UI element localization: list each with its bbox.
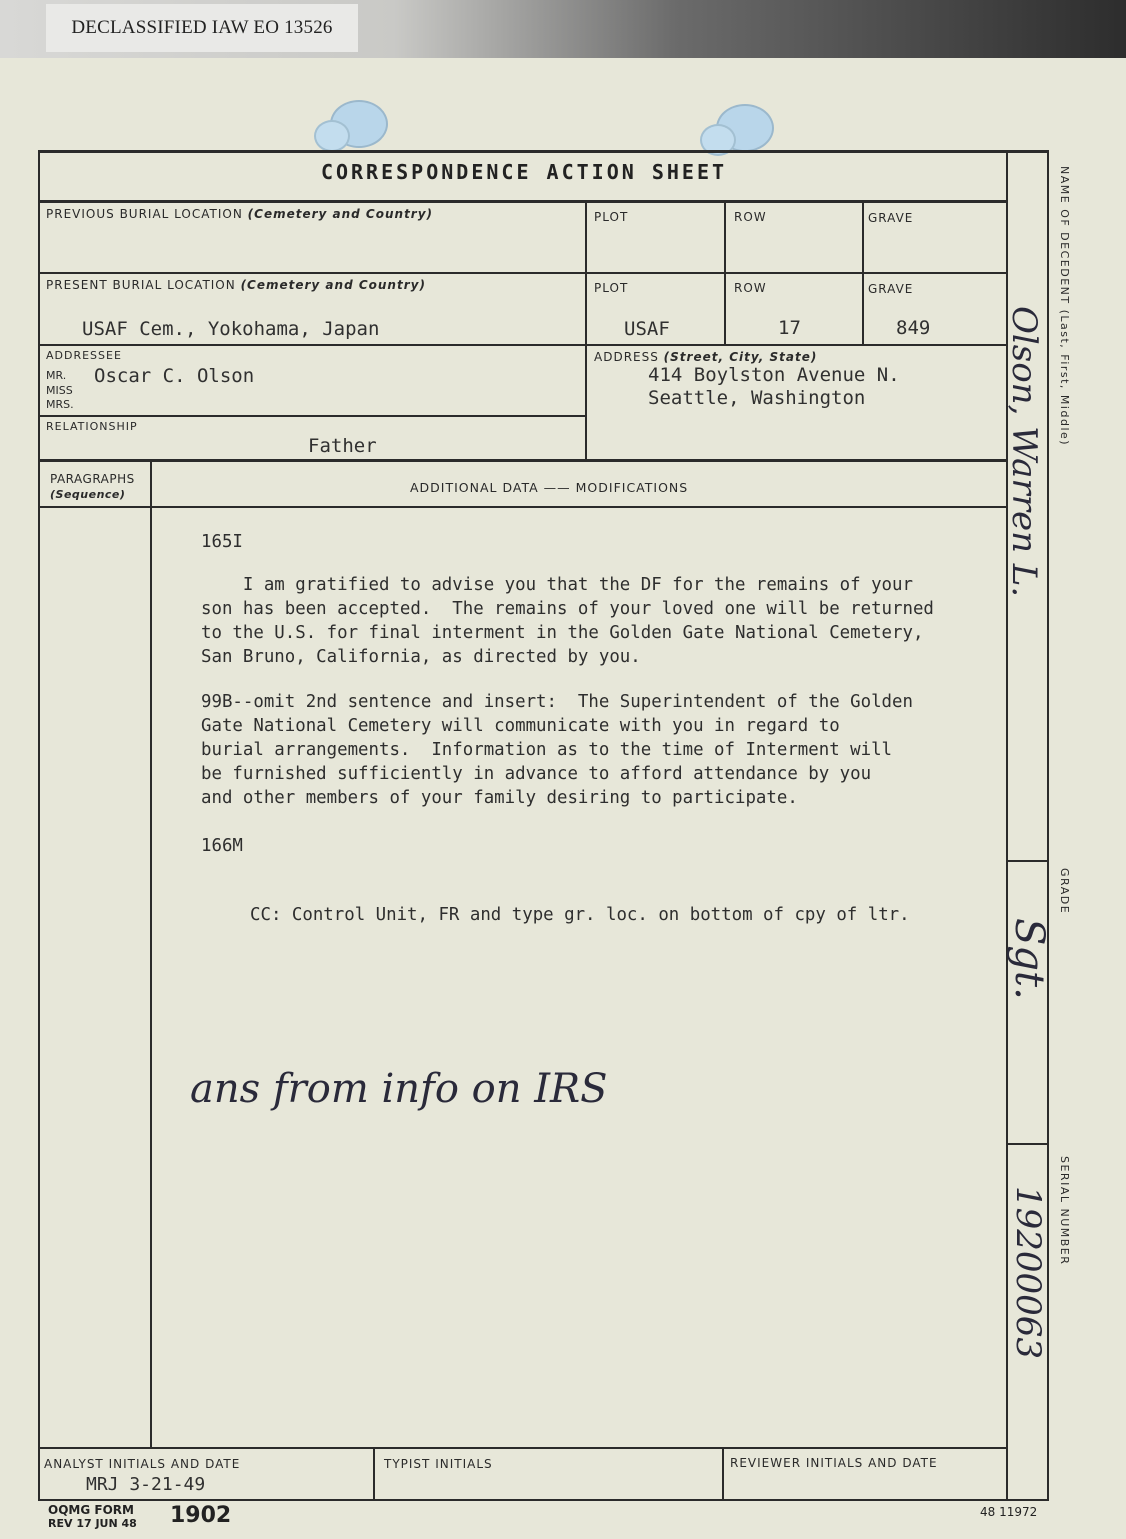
rule-footer xyxy=(38,1447,1008,1449)
side-rule-grade xyxy=(1006,860,1049,862)
address-line-2: Seattle, Washington xyxy=(648,387,866,409)
present-grave-label: GRAVE xyxy=(868,282,914,296)
analyst-label: ANALYST INITIALS AND DATE xyxy=(44,1457,241,1471)
form-number: 1902 xyxy=(170,1503,232,1528)
serial-number-value: 19200063 xyxy=(1008,1186,1048,1360)
vrule-reviewer xyxy=(722,1447,724,1500)
paragraph-165i-text: I am gratified to advise you that the DF for the remains of your son has been accepted. The remains of your loved one will be returned to the U.S. for final interment in the Golden Gate National Cemetery, San Bruno, California, as directed by you. xyxy=(201,575,934,667)
addressee-label: ADDRESSEE xyxy=(46,349,122,362)
present-plot-label: PLOT xyxy=(594,281,629,295)
previous-grave-label: GRAVE xyxy=(868,211,914,225)
cc-note: CC: Control Unit, FR and type gr. loc. on bottom of cpy of ltr. xyxy=(250,905,910,925)
paragraph-code-165i: 165I xyxy=(201,532,243,552)
frame-top xyxy=(38,150,1048,153)
vrule-grave xyxy=(862,200,864,346)
reviewer-label: REVIEWER INITIALS AND DATE xyxy=(730,1456,938,1470)
address-line-1: 414 Boylston Avenue N. xyxy=(648,364,900,386)
address-label: ADDRESS (Street, City, State) xyxy=(594,350,818,364)
grade-value: Sgt. xyxy=(1006,918,1052,1000)
prefix-miss: MISS xyxy=(46,384,73,397)
form-title: CORRESPONDENCE ACTION SHEET xyxy=(320,160,728,184)
previous-row-label: ROW xyxy=(734,210,767,224)
vrule-row xyxy=(724,200,726,346)
print-code: 48 11972 xyxy=(980,1505,1038,1519)
previous-plot-label: PLOT xyxy=(594,210,629,224)
declassified-stamp: DECLASSIFIED IAW EO 13526 xyxy=(46,4,358,52)
rule-addressee xyxy=(38,415,585,417)
additional-data-label: ADDITIONAL DATA —— MODIFICATIONS xyxy=(410,480,689,495)
vrule-plot xyxy=(585,200,587,460)
frame-bottom xyxy=(38,1499,1049,1501)
present-plot-value: USAF xyxy=(624,318,670,340)
present-burial-label: PRESENT BURIAL LOCATION (Cemetery and Country) xyxy=(46,278,426,292)
punch-hole-left xyxy=(330,100,388,148)
handwritten-note: ans from info on IRS xyxy=(190,1066,608,1112)
paragraphs-label: PARAGRAPHS (Sequence) xyxy=(50,472,135,501)
paragraph-99b-text: 99B--omit 2nd sentence and insert: The Superintendent of the Golden Gate National Cemetery will communicate with you in regard to burial arrangements. Information as to the time of Interment will be furnished sufficiently in advance to afford attendance by you and other members of your family desiring to participate. xyxy=(201,692,913,808)
form-id: OQMG FORM REV 17 JUN 48 xyxy=(48,1503,137,1530)
grade-label: GRADE xyxy=(1058,868,1071,915)
side-rule-serial xyxy=(1006,1143,1049,1145)
relationship-label: RELATIONSHIP xyxy=(46,420,138,433)
rule-relationship xyxy=(38,459,1008,462)
rule-header xyxy=(38,506,1008,508)
typist-label: TYPIST INITIALS xyxy=(384,1457,493,1471)
prefix-mr: MR. xyxy=(46,369,67,382)
present-row-value: 17 xyxy=(778,317,801,339)
present-row-label: ROW xyxy=(734,281,767,295)
analyst-value: MRJ 3-21-49 xyxy=(86,1474,206,1495)
previous-burial-label: PREVIOUS BURIAL LOCATION (Cemetery and Country) xyxy=(46,207,434,221)
relationship-value: Father xyxy=(308,435,377,457)
frame-left xyxy=(38,150,40,1500)
punch-hole-right xyxy=(716,104,774,152)
addressee-name: Oscar C. Olson xyxy=(94,365,255,387)
paragraph-code-166m: 166M xyxy=(201,836,243,856)
vrule-paragraphs xyxy=(150,459,152,1449)
present-burial-value: USAF Cem., Yokohama, Japan xyxy=(82,318,380,340)
vrule-typist xyxy=(373,1447,375,1500)
present-grave-value: 849 xyxy=(896,317,931,339)
prefix-mrs: MRS. xyxy=(46,398,74,411)
decedent-name-label: NAME OF DECEDENT (Last, First, Middle) xyxy=(1058,166,1071,447)
decedent-name: Olson, Warren L. xyxy=(1004,306,1044,598)
serial-number-label: SERIAL NUMBER xyxy=(1058,1156,1071,1266)
